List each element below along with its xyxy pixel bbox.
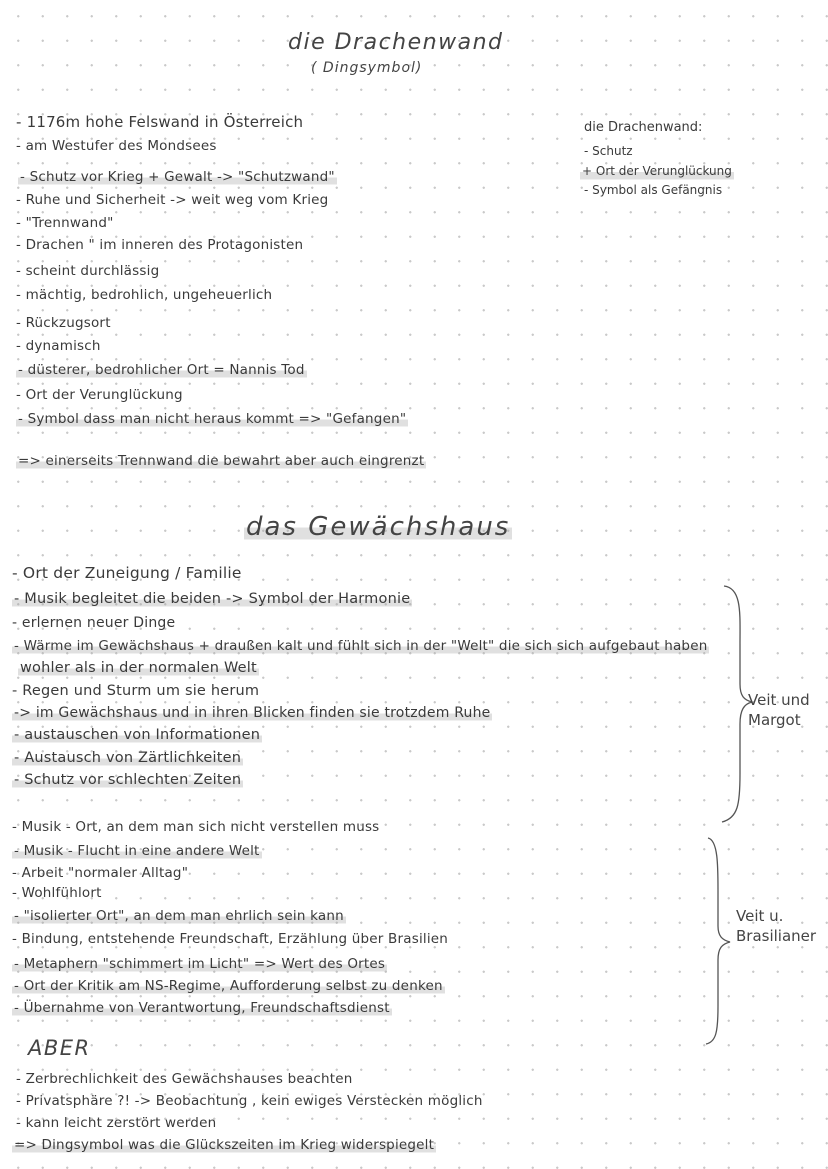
note-line: - scheint durchlässig (16, 263, 160, 279)
note-line: - Ruhe und Sicherheit -> weit weg vom Krieg (16, 192, 329, 208)
note-line: - Schutz vor Krieg + Gewalt -> "Schutzwand" (20, 169, 335, 185)
brace-veit-brasilianer (704, 836, 734, 1046)
note-line: - Musik - Flucht in eine andere Welt (14, 843, 260, 859)
label-line: Veit u. (736, 907, 784, 925)
note-line: - Arbeit "normaler Alltag" (12, 865, 189, 881)
summary-item: - Symbol als Gefängnis (584, 183, 723, 197)
summary-item: - Schutz (584, 144, 633, 158)
note-line: - erlernen neuer Dinge (12, 615, 176, 631)
note-line: - Musik begleitet die beiden -> Symbol der Harmonie (14, 591, 411, 607)
note-line: - austauschen von Informationen (14, 727, 261, 743)
conclusion-line: => einerseits Trennwand die bewahrt aber auch eingrenzt (18, 453, 425, 469)
note-line: - Wohlfühlort (12, 885, 102, 901)
note-line: - Bindung, entstehende Freundschaft, Erzählung über Brasilien (12, 931, 449, 947)
note-line: - Ort der Verunglückung (16, 387, 183, 403)
note-line: - "Trennwand" (16, 215, 114, 231)
summary-heading: die Drachenwand: (584, 120, 703, 135)
note-line: - Schutz vor schlechten Zeiten (14, 772, 242, 788)
note-line: - dynamisch (16, 338, 101, 354)
note-line: - am Westufer des Mondsees (16, 138, 217, 154)
brace-label-veit-margot (748, 690, 810, 730)
note-line: - Ort der Zuneigung / Familie (12, 564, 242, 582)
note-line: - Rückzugsort (16, 315, 111, 331)
note-line: - mächtig, bedrohlich, ungeheuerlich (16, 287, 273, 303)
note-line: wohler als in der normalen Welt (20, 660, 257, 676)
note-line: - Drachen " im inneren des Protagonisten (16, 237, 304, 253)
page-title: die Drachenwand (288, 30, 504, 55)
note-line: - düsterer, bedrohlicher Ort = Nannis Tod (18, 362, 305, 378)
note-line: - Regen und Sturm um sie herum (12, 683, 260, 699)
conclusion-line: => Dingsymbol was die Glückszeiten im Krieg widerspiegelt (14, 1137, 435, 1153)
note-line: -> im Gewächshaus und in ihren Blicken finden sie trotzdem Ruhe (14, 705, 491, 721)
note-line: - Privatsphäre ?! -> Beobachtung , kein ewiges Verstecken möglich (16, 1093, 483, 1109)
aber-heading: ABER (28, 1036, 91, 1060)
note-line: - Wärme im Gewächshaus + draußen kalt und fühlt sich in der "Welt" die sich sich aufgebaut haben (14, 638, 708, 654)
page-subtitle: ( Dingsymbol) (311, 60, 423, 76)
section-title: das Gewächshaus (246, 512, 511, 542)
note-line: - Metaphern "schimmert im Licht" => Wert des Ortes (14, 956, 386, 972)
note-line: - Ort der Kritik am NS-Regime, Aufforderung selbst zu denken (14, 978, 443, 994)
brace-label-veit-brasilianer (736, 906, 816, 946)
note-line: - 1176m hohe Felswand in Österreich (16, 113, 304, 131)
label-line: Brasilianer (736, 927, 817, 945)
note-line: - Musik - Ort, an dem man sich nicht verstellen muss (12, 819, 380, 835)
note-line: - "isolierter Ort", an dem man ehrlich sein kann (14, 908, 344, 924)
note-line: - kann leicht zerstört werden (16, 1115, 217, 1131)
note-line: - Symbol dass man nicht heraus kommt => "Gefangen" (18, 411, 407, 427)
summary-item: + Ort der Verunglückung (580, 162, 734, 181)
note-line: - Austausch von Zärtlichkeiten (14, 750, 242, 766)
label-line: Veit und (748, 691, 810, 709)
label-line: Margot (748, 711, 801, 729)
note-line: - Übernahme von Verantwortung, Freundschaftsdienst (14, 1000, 390, 1016)
note-line: - Zerbrechlichkeit des Gewächshauses beachten (16, 1071, 353, 1087)
